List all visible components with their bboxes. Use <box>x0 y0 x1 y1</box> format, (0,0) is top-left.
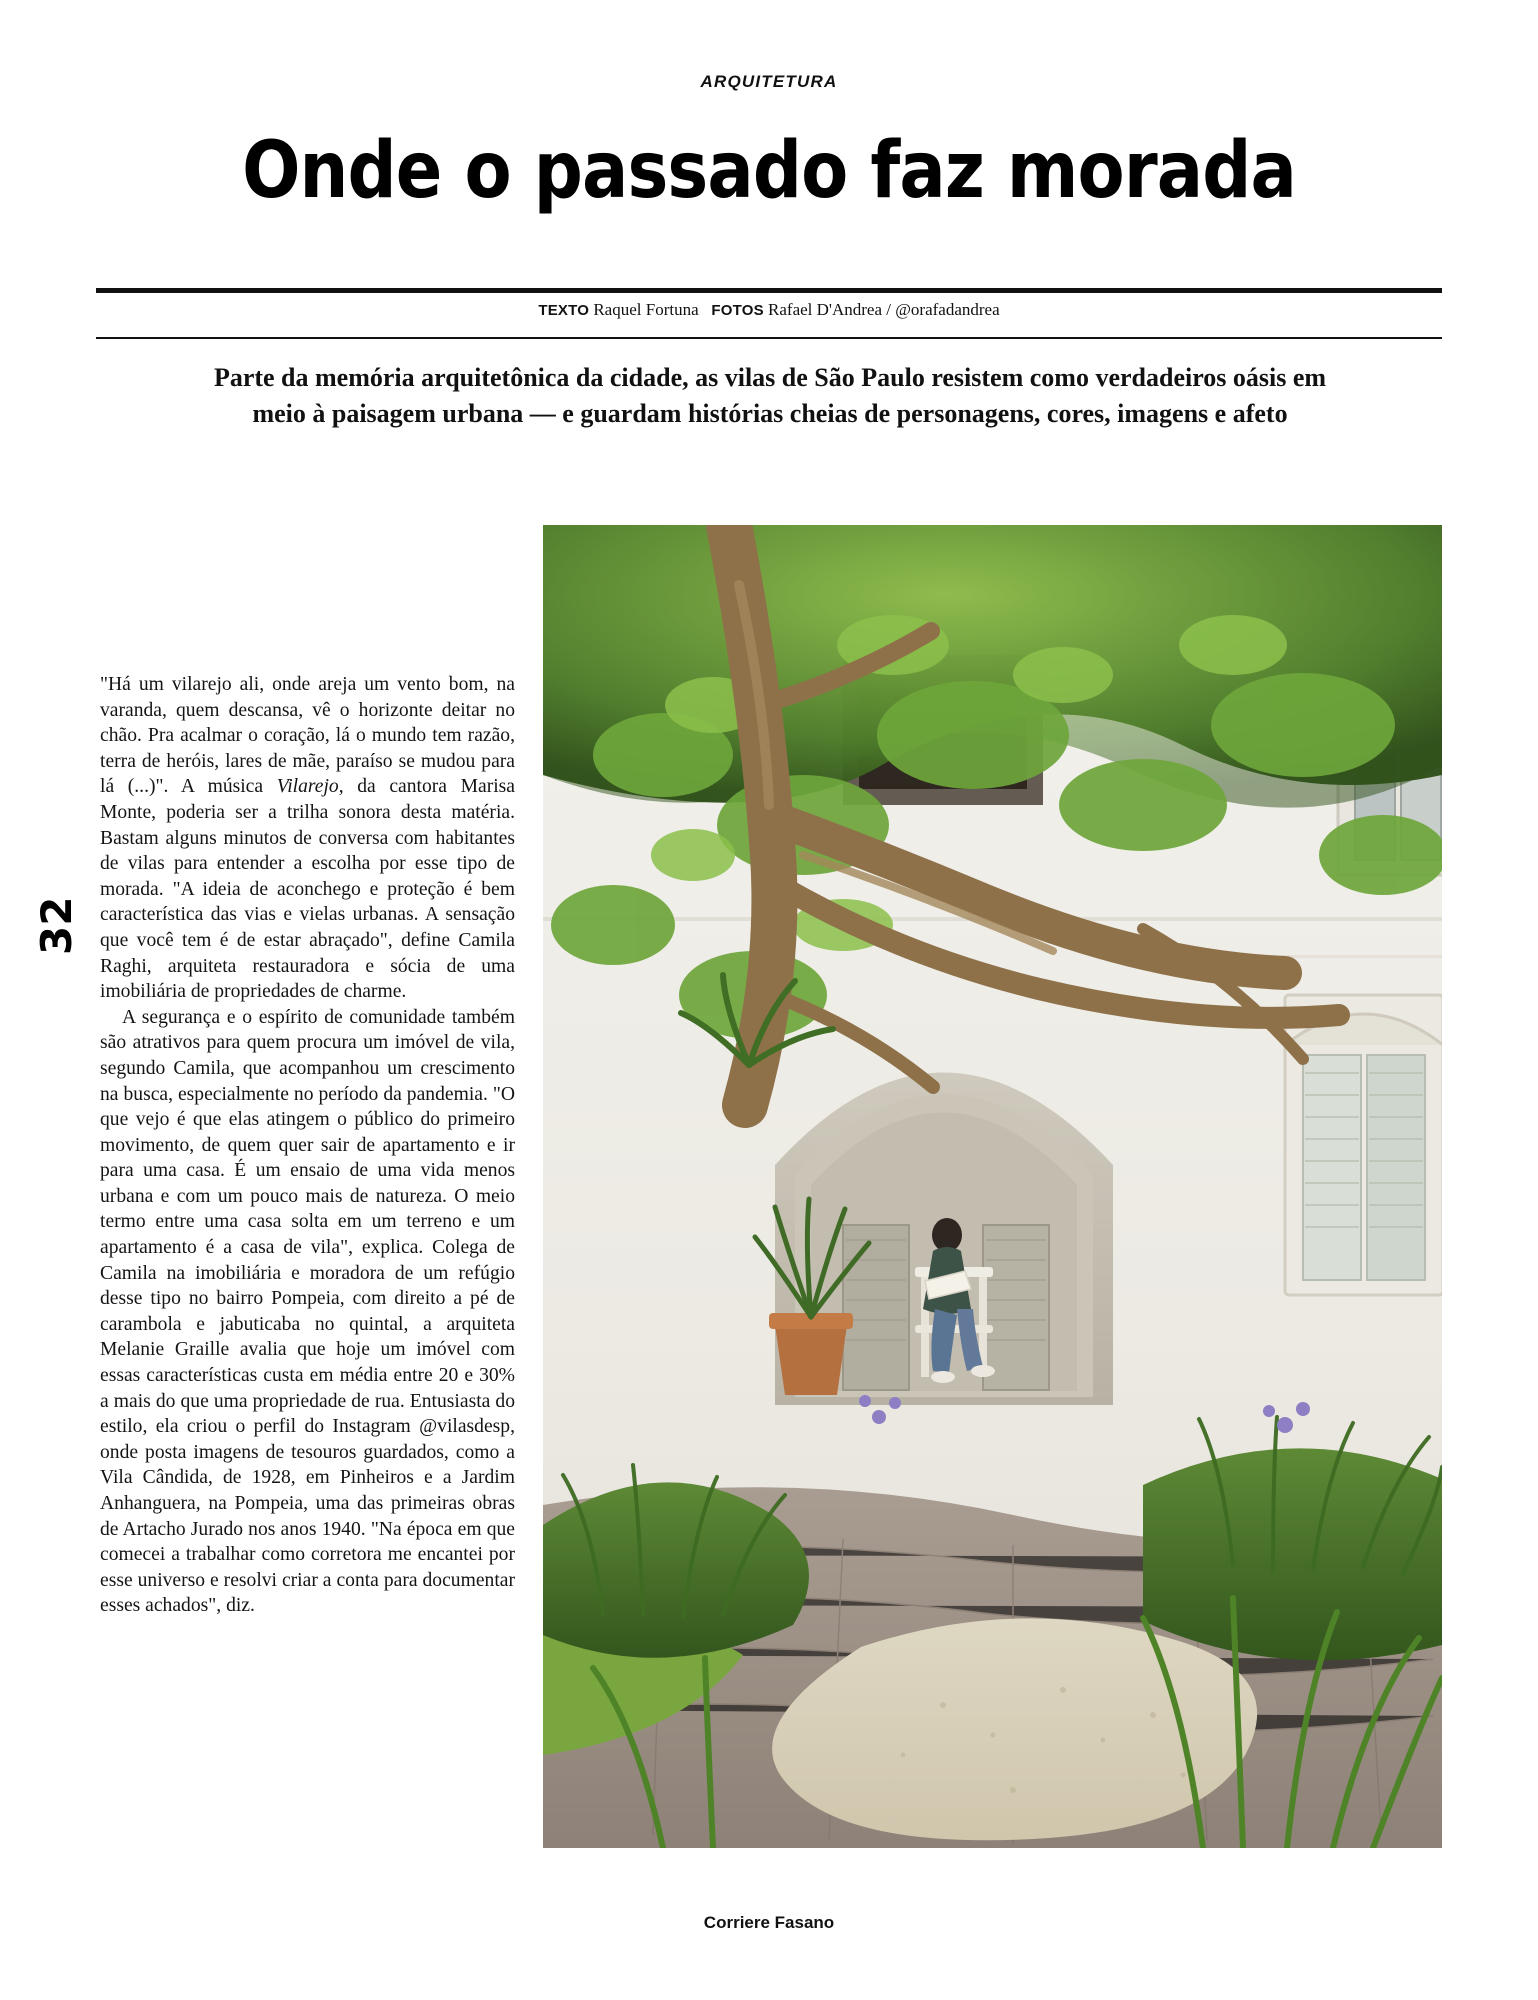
page-number: 32 <box>32 896 81 955</box>
footer-publication: Corriere Fasano <box>703 1913 835 1932</box>
byline-photo-author: Rafael D'Andrea / @orafadandrea <box>768 300 1000 319</box>
body-text-column <box>100 672 515 1619</box>
byline <box>96 300 1442 320</box>
byline-text-label: TEXTO <box>538 302 590 319</box>
byline-photo-label: FOTOS <box>711 302 764 319</box>
byline-text-author: Raquel Fortuna <box>593 300 699 319</box>
divider-top <box>96 288 1442 293</box>
paragraph-1-part-b: , da cantora Marisa Monte, poderia ser a trilha sonora desta matéria. Bastam alguns minutos de conversa com habitantes de vilas para entender a escolha por esse tipo de morada. "A ideia de aconchego e proteção é bem característica das vias e vielas urbanas. A sensação que você tem é de estar abraçado", define Camila Raghi, arquiteta restauradora e sócia de uma imobiliária de propriedades de charme. <box>100 776 515 1003</box>
standfirst: Parte da memória arquitetônica da cidade, as vilas de São Paulo resistem como verdadeiros oásis em meio à paisagem urbana — e guardam histórias cheias de personagens, cores, imagens e afeto <box>213 363 1327 428</box>
section-kicker: ARQUITETURA <box>700 72 838 91</box>
divider-bottom <box>96 337 1442 339</box>
paragraph-1 <box>100 672 515 1005</box>
article-photo <box>543 525 1442 1848</box>
photo-illustration <box>543 525 1442 1848</box>
page-title: Onde o passado faz morada <box>242 126 1296 216</box>
paragraph-2: A segurança e o espírito de comunidade também são atrativos para quem procura um imóvel de vila, segundo Camila, que acompanhou um crescimento na busca, especialmente no período da pandemia. "O que vejo é que elas atingem o público do primeiro movimento, de quem quer sair de apartamento e ir para uma casa. É um ensaio de uma vida menos urbana e com um pouco mais de natureza. O meio termo entre uma casa solta em um terreno e um apartamento é a casa de vila", explica. Colega de Camila na imobiliária e moradora de um refúgio desse tipo no bairro Pompeia, com direito a pé de carambola e jabuticaba no quintal, a arquiteta Melanie Graille avalia que hoje um imóvel com essas características custa em média entre 20 e 30% a mais do que uma propriedade de rua. Entusiasta do estilo, ela criou o perfil do Instagram @vilasdesp, onde posta imagens de tesouros guardados, como a Vila Cândida, de 1928, em Pinheiros e a Jardim Anhanguera, na Pompeia, uma das primeiras obras de Artacho Jurado nos anos 1940. "Na época em que comecei a trabalhar como corretora me encantei por esse universo e resolvi criar a conta para documentar esses achados", diz. <box>100 1006 515 1617</box>
paragraph-1-part-a: "Há um vilarejo ali, onde areja um vento bom, na varanda, quem descansa, vê o horizonte deitar no chão. Pra acalmar o coração, lá o mundo tem razão, terra de heróis, lares de mãe, paraíso se mudou para lá (...)". A música <box>100 674 515 798</box>
song-title: Vilarejo <box>276 776 339 798</box>
